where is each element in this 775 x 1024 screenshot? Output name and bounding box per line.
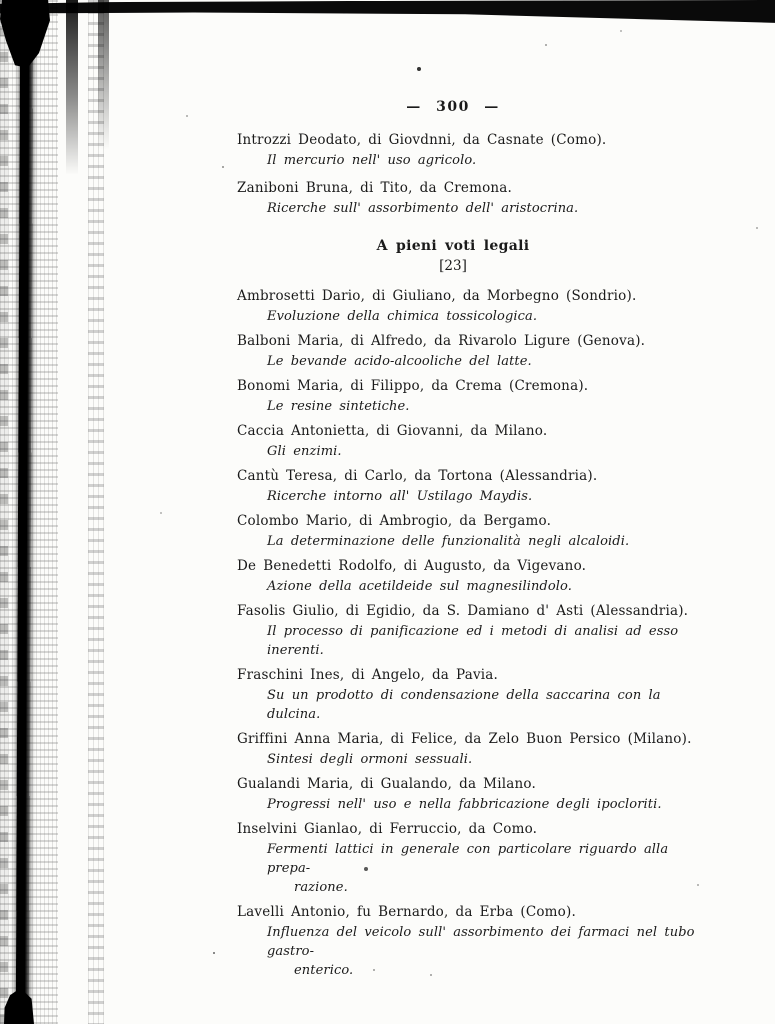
thesis-title-continued: enterico.: [294, 963, 354, 978]
page-content: [237, 98, 695, 984]
page-number: — 300 —: [406, 99, 500, 115]
thesis-title: Fermenti lattici in generale con particolare riguardo alla prepa-: [267, 842, 669, 876]
thesis-title: La determinazione delle funzionalità negli alcaloidi.: [267, 534, 630, 549]
graduate-name: Caccia Antonietta, di Giovanni, da Milano.: [237, 423, 548, 439]
thesis-title: Il mercurio nell' uso agricolo.: [267, 153, 477, 168]
graduate-entry: [237, 465, 695, 506]
thesis-title: Le resine sintetiche.: [267, 399, 410, 414]
scan-dust-specks: [0, 0, 2, 2]
graduate-name: Griffini Anna Maria, di Felice, da Zelo Buon Persico (Milano).: [237, 731, 692, 747]
graduate-name: Fasolis Giulio, di Egidio, da S. Damiano d' Asti (Alessandria).: [237, 603, 689, 619]
graduate-entry: [237, 555, 695, 596]
thesis-title: Ricerche sull' assorbimento dell' aristocrina.: [267, 201, 579, 216]
graduate-entry: [237, 510, 695, 551]
graduate-name: Inselvini Gianlao, di Ferruccio, da Como.: [237, 821, 538, 837]
graduate-entry: [237, 330, 695, 371]
graduate-entry: [237, 818, 695, 897]
thesis-title: Su un prodotto di condensazione della saccarina con la dulcina.: [267, 688, 661, 722]
scan-edge-stripe: [0, 0, 8, 1024]
graduate-entry: [237, 375, 695, 416]
scan-stripe-top-1: [66, 0, 78, 175]
thesis-title: Ricerche intorno all' Ustilago Maydis.: [267, 489, 533, 504]
graduate-entry: [237, 285, 695, 326]
graduate-entry: [237, 177, 695, 218]
graduate-name: Colombo Mario, di Ambrogio, da Bergamo.: [237, 513, 552, 529]
graduate-entry: [237, 901, 695, 980]
graduate-name: Cantù Teresa, di Carlo, da Tortona (Alessandria).: [237, 468, 598, 484]
graduate-entry: [237, 129, 695, 170]
section-heading: A pieni voti legali: [376, 238, 530, 254]
graduate-name: Balboni Maria, di Alfredo, da Rivarolo Ligure (Genova).: [237, 333, 646, 349]
graduate-entry: [237, 773, 695, 814]
thesis-title: Evoluzione della chimica tossicologica.: [267, 309, 538, 324]
graduate-name: Introzzi Deodato, di Giovdnni, da Casnate (Como).: [237, 132, 607, 148]
graduate-name: Ambrosetti Dario, di Giuliano, da Morbegno (Sondrio).: [237, 288, 637, 304]
thesis-title: Gli enzimi.: [267, 444, 342, 459]
graduate-name: De Benedetti Rodolfo, di Augusto, da Vigevano.: [237, 558, 587, 574]
graduate-name: Zaniboni Bruna, di Tito, da Cremona.: [237, 180, 513, 196]
thesis-title-continued: razione.: [294, 880, 348, 895]
graduate-entry: [237, 664, 695, 724]
graduate-entry: [237, 600, 695, 660]
thesis-title: Influenza del veicolo sull' assorbimento dei farmaci nel tubo gastro-: [267, 925, 695, 959]
scan-noise-column: [88, 0, 104, 1024]
graduate-name: Gualandi Maria, di Gualando, da Milano.: [237, 776, 536, 792]
thesis-title: Progressi nell' uso e nella fabbricazione degli ipocloriti.: [267, 797, 662, 812]
graduate-entry: [237, 728, 695, 769]
thesis-title: Azione della acetildeide sul magnesilindolo.: [267, 579, 572, 594]
thesis-title: Le bevande acido-alcooliche del latte.: [267, 354, 532, 369]
graduate-name: Fraschini Ines, di Angelo, da Pavia.: [237, 667, 499, 683]
graduate-name: Bonomi Maria, di Filippo, da Crema (Cremona).: [237, 378, 589, 394]
scan-binding-edge: [0, 0, 132, 1024]
graduate-entry: [237, 420, 695, 461]
thesis-title: Sintesi degli ormoni sessuali.: [267, 752, 473, 767]
thesis-title: Il processo di panificazione ed i metodi di analisi ad esso inerenti.: [267, 624, 679, 658]
section-count: [23]: [439, 258, 467, 274]
graduate-name: Lavelli Antonio, fu Bernardo, da Erba (Como).: [237, 904, 576, 920]
